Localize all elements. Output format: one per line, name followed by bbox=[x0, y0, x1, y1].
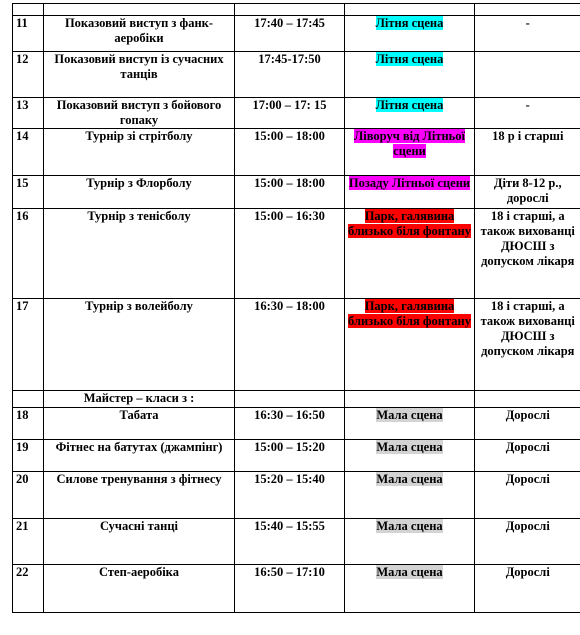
schedule-table bbox=[12, 3, 580, 613]
table-row bbox=[13, 519, 580, 565]
event-audience: Дорослі bbox=[475, 519, 580, 565]
event-place bbox=[345, 129, 475, 176]
event-audience: - bbox=[475, 16, 580, 52]
event-name: Турнір зі стрітболу bbox=[44, 129, 235, 176]
header-cell bbox=[13, 4, 44, 16]
event-audience: Дорослі bbox=[475, 440, 580, 472]
row-number bbox=[13, 391, 44, 408]
section-row bbox=[13, 391, 580, 408]
table-row bbox=[13, 209, 580, 299]
section-title: Майстер – класи з : bbox=[44, 391, 235, 408]
place-label: Мала сцена bbox=[376, 565, 443, 579]
place-label: Позаду Літньої сцени bbox=[348, 176, 471, 190]
event-audience bbox=[475, 391, 580, 408]
table-row bbox=[13, 408, 580, 440]
event-place bbox=[345, 565, 475, 613]
event-name: Сучасні танці bbox=[44, 519, 235, 565]
event-time: 15:00 – 18:00 bbox=[235, 129, 345, 176]
place-label: Мала сцена bbox=[376, 472, 443, 486]
event-time: 16:30 – 18:00 bbox=[235, 299, 345, 391]
event-audience: 18 і старші, а також вихованці ДЮСШ з допуском лікаря bbox=[475, 209, 580, 299]
place-label: Мала сцена bbox=[376, 519, 443, 533]
event-name: Степ-аеробіка bbox=[44, 565, 235, 613]
event-name: Турнір з тенісболу bbox=[44, 209, 235, 299]
header-cell bbox=[235, 4, 345, 16]
event-time: 15:00 – 18:00 bbox=[235, 176, 345, 209]
event-place bbox=[345, 52, 475, 98]
row-number: 13 bbox=[13, 98, 44, 129]
table-row bbox=[13, 176, 580, 209]
header-cell bbox=[475, 4, 580, 16]
event-name: Табата bbox=[44, 408, 235, 440]
event-place bbox=[345, 408, 475, 440]
header-cell bbox=[345, 4, 475, 16]
event-name: Показовий виступ із сучасних танців bbox=[44, 52, 235, 98]
table-row bbox=[13, 565, 580, 613]
row-number: 16 bbox=[13, 209, 44, 299]
table-row bbox=[13, 129, 580, 176]
place-label: Літня сцена bbox=[375, 98, 444, 112]
row-number: 12 bbox=[13, 52, 44, 98]
event-time: 16:50 – 17:10 bbox=[235, 565, 345, 613]
event-time: 17:00 – 17: 15 bbox=[235, 98, 345, 129]
event-audience: 18 р і старші bbox=[475, 129, 580, 176]
row-number: 15 bbox=[13, 176, 44, 209]
event-name: Силове тренування з фітнесу bbox=[44, 472, 235, 519]
event-place bbox=[345, 209, 475, 299]
event-name: Показовий виступ з фанк-аеробіки bbox=[44, 16, 235, 52]
place-label: Літня сцена bbox=[375, 52, 444, 66]
table-row bbox=[13, 52, 580, 98]
event-audience bbox=[475, 52, 580, 98]
row-number: 21 bbox=[13, 519, 44, 565]
place-label: Мала сцена bbox=[376, 440, 443, 454]
event-place bbox=[345, 16, 475, 52]
event-audience: Діти 8-12 р., дорослі bbox=[475, 176, 580, 209]
event-audience: Дорослі bbox=[475, 472, 580, 519]
row-number: 11 bbox=[13, 16, 44, 52]
place-label: Літня сцена bbox=[375, 16, 444, 30]
row-number: 22 bbox=[13, 565, 44, 613]
event-audience: Дорослі bbox=[475, 408, 580, 440]
row-number: 14 bbox=[13, 129, 44, 176]
place-label: Ліворуч від Літньої сцени bbox=[353, 129, 466, 158]
event-place bbox=[345, 98, 475, 129]
schedule-body bbox=[13, 4, 580, 613]
event-place bbox=[345, 440, 475, 472]
event-time bbox=[235, 391, 345, 408]
event-place bbox=[345, 519, 475, 565]
place-label: Парк, галявина близько біля фонтану bbox=[348, 209, 471, 238]
event-time: 15:00 – 16:30 bbox=[235, 209, 345, 299]
header-cell bbox=[44, 4, 235, 16]
event-time: 15:20 – 15:40 bbox=[235, 472, 345, 519]
event-time: 17:40 – 17:45 bbox=[235, 16, 345, 52]
row-number: 17 bbox=[13, 299, 44, 391]
event-time: 15:00 – 15:20 bbox=[235, 440, 345, 472]
row-number: 18 bbox=[13, 408, 44, 440]
event-place bbox=[345, 391, 475, 408]
table-row bbox=[13, 16, 580, 52]
event-audience: Дорослі bbox=[475, 565, 580, 613]
event-audience: 18 і старші, а також вихованці ДЮСШ з допуском лікаря bbox=[475, 299, 580, 391]
event-name: Показовий виступ з бойового гопаку bbox=[44, 98, 235, 129]
place-label: Мала сцена bbox=[376, 408, 443, 422]
event-time: 15:40 – 15:55 bbox=[235, 519, 345, 565]
event-name: Фітнес на батутах (джампінг) bbox=[44, 440, 235, 472]
row-number: 19 bbox=[13, 440, 44, 472]
event-place bbox=[345, 472, 475, 519]
event-name: Турнір з волейболу bbox=[44, 299, 235, 391]
event-time: 16:30 – 16:50 bbox=[235, 408, 345, 440]
table-row bbox=[13, 440, 580, 472]
table-row bbox=[13, 472, 580, 519]
event-place bbox=[345, 176, 475, 209]
header-spacer-row bbox=[13, 4, 580, 16]
row-number: 20 bbox=[13, 472, 44, 519]
event-place bbox=[345, 299, 475, 391]
event-time: 17:45-17:50 bbox=[235, 52, 345, 98]
place-label: Парк, галявина близько біля фонтану bbox=[348, 299, 471, 328]
event-audience: - bbox=[475, 98, 580, 129]
table-row bbox=[13, 299, 580, 391]
table-row bbox=[13, 98, 580, 129]
event-name: Турнір з Флорболу bbox=[44, 176, 235, 209]
